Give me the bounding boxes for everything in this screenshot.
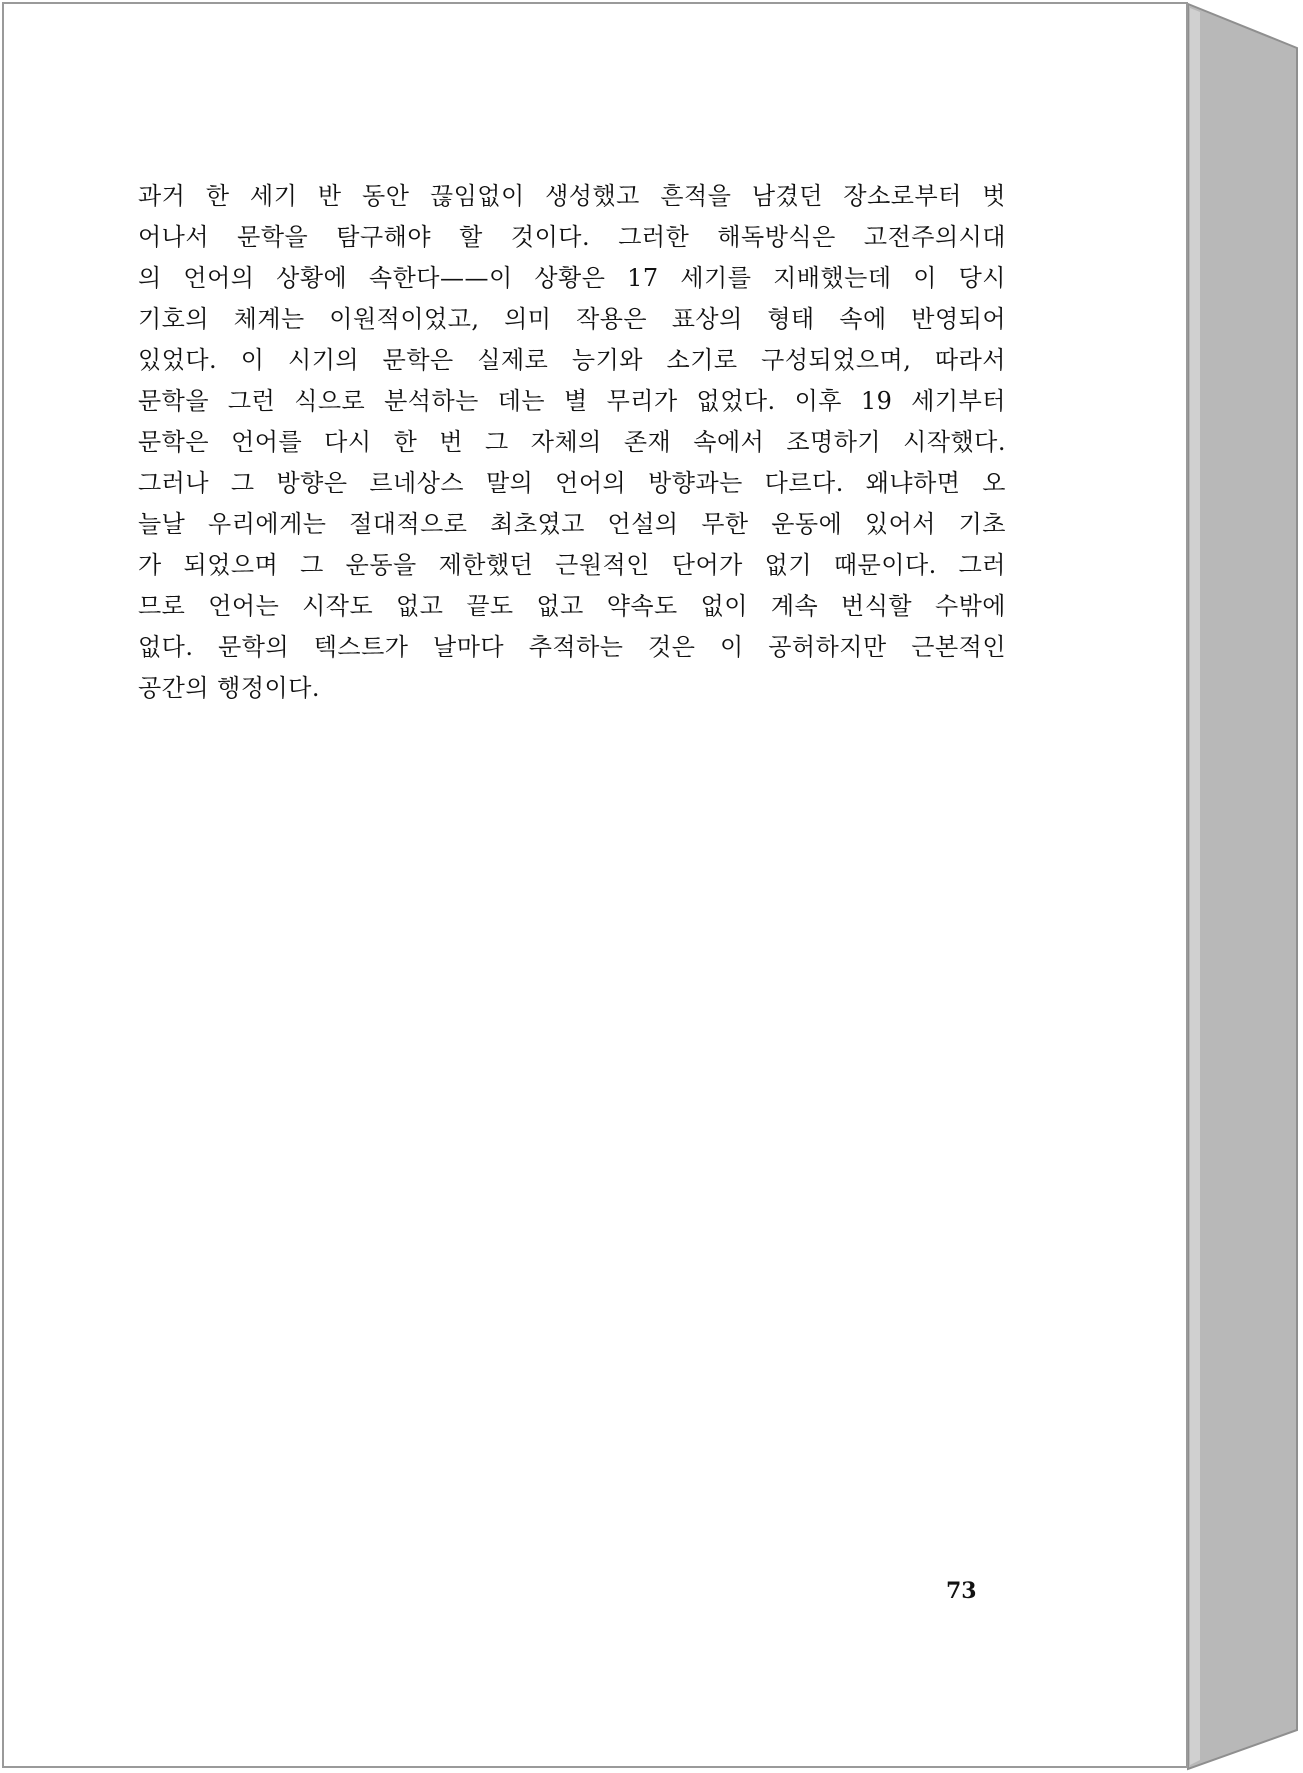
body-line: 없다. 문학의 텍스트가 날마다 추적하는 것은 이 공허하지만 근본적인: [138, 633, 1006, 661]
body-line: 늘날 우리에게는 절대적으로 최초였고 언설의 무한 운동에 있어서 기초: [138, 510, 1006, 538]
page-number: 73: [946, 1578, 977, 1604]
body-line: 있었다. 이 시기의 문학은 실제로 능기와 소기로 구성되었으며, 따라서: [138, 346, 1006, 374]
body-line: 의 언어의 상황에 속한다——이 상황은 17 세기를 지배했는데 이 당시: [138, 264, 1006, 292]
body-line: 공간의 행정이다.: [138, 674, 321, 702]
spine-highlight: [1190, 8, 1200, 1765]
body-line: 므로 언어는 시작도 없고 끝도 없고 약속도 없이 계속 번식할 수밖에: [138, 592, 1006, 620]
body-line: 그러나 그 방향은 르네상스 말의 언어의 방향과는 다르다. 왜냐하면 오: [138, 469, 1006, 497]
body-line: 가 되었으며 그 운동을 제한했던 근원적인 단어가 없기 때문이다. 그러: [138, 551, 1006, 579]
body-text: [138, 176, 1006, 709]
body-line: 문학은 언어를 다시 한 번 그 자체의 존재 속에서 조명하기 시작했다.: [138, 428, 1006, 456]
spine-side: [1188, 4, 1297, 1769]
body-line: 문학을 그런 식으로 분석하는 데는 별 무리가 없었다. 이후 19 세기부터: [138, 387, 1006, 415]
body-line: 과거 한 세기 반 동안 끊임없이 생성했고 흔적을 남겼던 장소로부터 벗: [138, 182, 1006, 210]
body-line: 어나서 문학을 탐구해야 할 것이다. 그러한 해독방식은 고전주의시대: [138, 223, 1006, 251]
body-line: 기호의 체계는 이원적이었고, 의미 작용은 표상의 형태 속에 반영되어: [138, 305, 1006, 333]
